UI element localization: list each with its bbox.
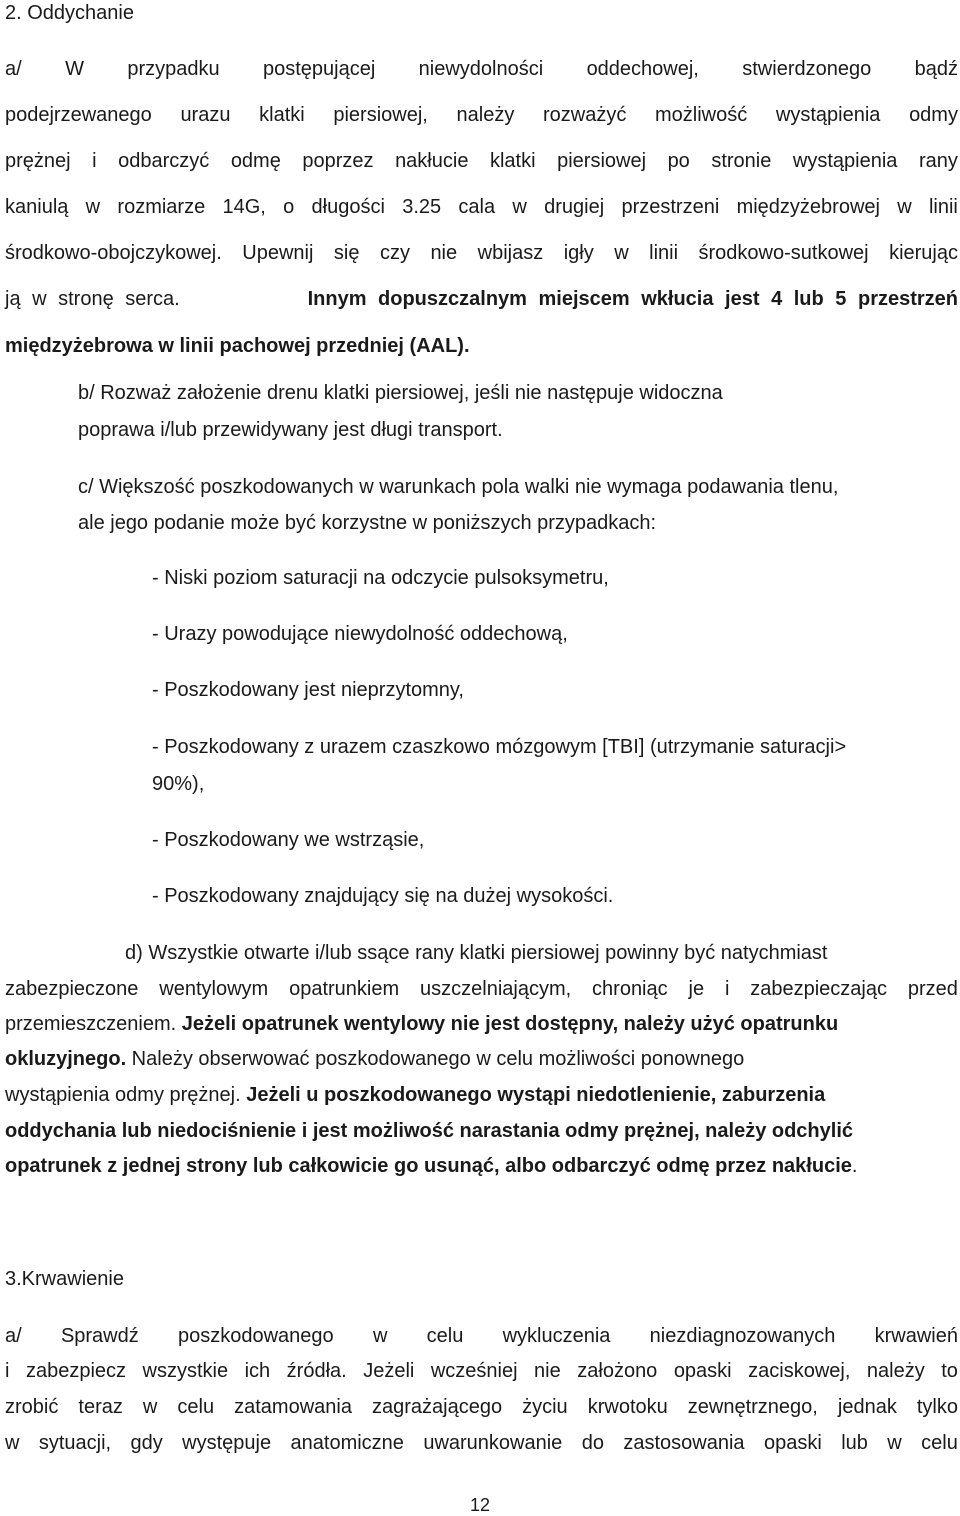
word: wszystkie [142, 1360, 229, 1382]
paragraph-d-line [5, 1012, 838, 1036]
word: możliwość [654, 104, 748, 126]
word: poszkodowanego [178, 1325, 334, 1347]
word: wystąpienia [792, 150, 898, 172]
word: życiu [522, 1396, 568, 1418]
list-item: - Poszkodowany we wstrząsie, [152, 829, 425, 851]
word: długości [311, 196, 385, 218]
word: wykluczenia [502, 1325, 611, 1347]
paragraph-a-bold-line: międzyżebrowa w linii pachowej przedniej (AAL). [5, 335, 470, 357]
paragraph-d-line: d) Wszystkie otwarte i/lub ssące rany klatki piersiowej powinny być natychmiast [125, 942, 828, 964]
word: zrobić [5, 1396, 59, 1418]
word: opaski [763, 1432, 822, 1454]
word: zastosowania [623, 1432, 745, 1454]
word: zagrażającego [371, 1396, 503, 1418]
word: nie [534, 1360, 561, 1382]
section3-paragraph-a-line [5, 1431, 958, 1455]
word: w [142, 1396, 158, 1418]
word: się [333, 242, 360, 264]
word: krwawień [874, 1325, 958, 1347]
word: sytuacji, [38, 1432, 112, 1454]
word: bądź [914, 58, 958, 80]
word: opatrunkiem [289, 978, 400, 1000]
word: igły [563, 242, 594, 264]
word: założono [577, 1360, 658, 1382]
word: tylko [916, 1396, 958, 1418]
paragraph-a-line [5, 241, 958, 265]
word: i [92, 150, 97, 172]
list-item: - Urazy powodujące niewydolność oddechową, [152, 623, 568, 645]
word: anatomiczne [290, 1432, 404, 1454]
section3-paragraph-a-line [5, 1324, 958, 1348]
word: wentylowym [159, 978, 269, 1000]
word: do [581, 1432, 604, 1454]
list-item: - Poszkodowany jest nieprzytomny, [152, 679, 464, 701]
word: źródła. [286, 1360, 347, 1382]
word: teraz [78, 1396, 123, 1418]
section-heading-bleeding: 3.Krwawienie [5, 1268, 124, 1290]
word: w [5, 1432, 20, 1454]
word: je [688, 978, 705, 1000]
word: środkowo-sutkowej [698, 242, 869, 264]
word: linii [649, 242, 679, 264]
paragraph-a-line [5, 149, 958, 173]
word: przed [907, 978, 958, 1000]
word: chroniąc [592, 978, 668, 1000]
list-item: - Poszkodowany znajdujący się na dużej wysokości. [152, 885, 614, 907]
paragraph-c-line: c/ Większość poszkodowanych w warunkach pola walki nie wymaga podawania tlenu, [78, 476, 839, 498]
word: wystąpienia [775, 104, 881, 126]
paragraph-a-line [5, 195, 958, 219]
word: przypadku [127, 58, 220, 80]
word: stronie [711, 150, 772, 172]
word: stwierdzonego [742, 58, 872, 80]
word: 3.25 [402, 196, 442, 218]
section3-paragraph-a-line [5, 1395, 958, 1419]
word: odbarczyć [118, 150, 210, 172]
paragraph-a-line [5, 103, 958, 127]
word: piersiowej, [333, 104, 428, 126]
page-number: 12 [469, 1495, 491, 1515]
word: to [941, 1360, 958, 1382]
word: Jeżeli [363, 1360, 415, 1382]
word: a/ [5, 58, 22, 80]
word: celu [921, 1432, 958, 1454]
paragraph-d-bold-line: oddychania lub niedociśnienie i jest możliwość narastania odmy prężnej, należy odchylić [5, 1120, 854, 1142]
word: międzyżebrowej [736, 196, 880, 218]
word: odmę [230, 150, 281, 172]
word: gdy [130, 1432, 163, 1454]
word: Sprawdź [60, 1325, 139, 1347]
paragraph-a-line [5, 57, 958, 81]
word: zaciskowej, [748, 1360, 851, 1382]
word: rozważyć [542, 104, 627, 126]
word: odmy [909, 104, 958, 126]
word: klatki [489, 150, 536, 172]
word: w [372, 1325, 388, 1347]
word: zabezpieczając [750, 978, 887, 1000]
word: zewnętrznego, [687, 1396, 818, 1418]
word: lub [841, 1432, 868, 1454]
paragraph-d-line [5, 1154, 857, 1178]
word: zabezpieczone [5, 978, 139, 1000]
paragraph-a-line [5, 287, 958, 311]
word: klatki [259, 104, 305, 126]
word: w [614, 242, 629, 264]
word: po [667, 150, 690, 172]
word: podejrzewanego [5, 104, 152, 126]
word: celu [177, 1396, 215, 1418]
word: rany [918, 150, 958, 172]
word: kaniulą [5, 196, 69, 218]
word: urazu [180, 104, 231, 126]
word: krwotoku [587, 1396, 668, 1418]
section3-paragraph-a-line [5, 1359, 958, 1383]
word: poprzez [302, 150, 374, 172]
section-heading-breathing: 2. Oddychanie [5, 2, 134, 24]
word: uszczelniającym, [420, 978, 572, 1000]
word: w [85, 196, 101, 218]
paragraph-d-line [5, 1083, 825, 1107]
list-item: - Niski poziom saturacji na odczycie pulsoksymetru, [152, 567, 609, 589]
word: należy [866, 1360, 925, 1382]
word: uwarunkowanie [423, 1432, 563, 1454]
list-item: - Poszkodowany z urazem czaszkowo mózgowym [TBI] (utrzymanie saturacji> [152, 736, 847, 758]
paragraph-b-line: b/ Rozważ założenie drenu klatki piersiowej, jeśli nie następuje widoczna [78, 382, 723, 404]
word: prężnej [5, 150, 71, 172]
word: nie [430, 242, 458, 264]
word: Upewnij [242, 242, 314, 264]
paragraph-d-bold: Jeżeli u poszkodowanego wystąpi niedotlenienie, zaburzenia [246, 1084, 826, 1106]
paragraph-d-bold: Jeżeli opatrunek wentylowy nie jest dostępny, należy użyć opatrunku [181, 1013, 839, 1035]
paragraph-d-text: wystąpienia odmy prężnej. [5, 1084, 247, 1106]
word: zatamowania [234, 1396, 352, 1418]
word: o [283, 196, 295, 218]
word: i [724, 978, 730, 1000]
paragraph-d-bold: opatrunek z jednej strony lub całkowicie go usunąć, albo odbarczyć odmę przez nakłucie [5, 1155, 852, 1177]
word: niewydolności [418, 58, 544, 80]
word: piersiowej [557, 150, 647, 172]
paragraph-b-line: poprawa i/lub przewidywany jest długi transport. [78, 419, 503, 441]
word: wbijasz [477, 242, 544, 264]
word: przestrzeni [621, 196, 720, 218]
paragraph-a-bold: Innym dopuszczalnym miejscem wkłucia jest 4 lub 5 przestrzeń [307, 288, 958, 310]
word: niezdiagnozowanych [649, 1325, 836, 1347]
word: linii [928, 196, 958, 218]
paragraph-d-text: . [851, 1155, 858, 1177]
word: środkowo-obojczykowej. [5, 242, 222, 264]
word: zabezpiecz [25, 1360, 127, 1382]
word: oddechowej, [586, 58, 699, 80]
paragraph-d-bold: okluzyjnego. [5, 1048, 127, 1070]
word: w [897, 196, 912, 218]
word: postępującej [262, 58, 376, 80]
paragraph-d-line [5, 1047, 744, 1071]
paragraph-a-text: ją w stronę serca. [5, 288, 180, 310]
word: celu [426, 1325, 464, 1347]
paragraph-c-line: ale jego podanie może być korzystne w poniższych przypadkach: [78, 512, 657, 534]
word: a/ [5, 1325, 22, 1347]
word: drugiej [544, 196, 605, 218]
word: cala [458, 196, 496, 218]
word: wcześniej [430, 1360, 518, 1382]
word: w [512, 196, 527, 218]
word: rozmiarze [117, 196, 206, 218]
word: należy [456, 104, 515, 126]
word: ich [244, 1360, 271, 1382]
word: i [5, 1360, 10, 1382]
word: kierując [889, 242, 958, 264]
paragraph-d-text: Należy obserwować poszkodowanego w celu możliwości ponownego [126, 1048, 745, 1070]
word: W [65, 58, 84, 80]
word: w [887, 1432, 902, 1454]
paragraph-d-text: przemieszczeniem. [5, 1013, 182, 1035]
word: czy [379, 242, 410, 264]
word: jednak [837, 1396, 897, 1418]
paragraph-d-line [5, 977, 958, 1001]
word: 14G, [222, 196, 266, 218]
word: opaski [673, 1360, 732, 1382]
word: występuje [182, 1432, 272, 1454]
list-item: 90%), [152, 773, 205, 795]
word: nakłucie [395, 150, 469, 172]
